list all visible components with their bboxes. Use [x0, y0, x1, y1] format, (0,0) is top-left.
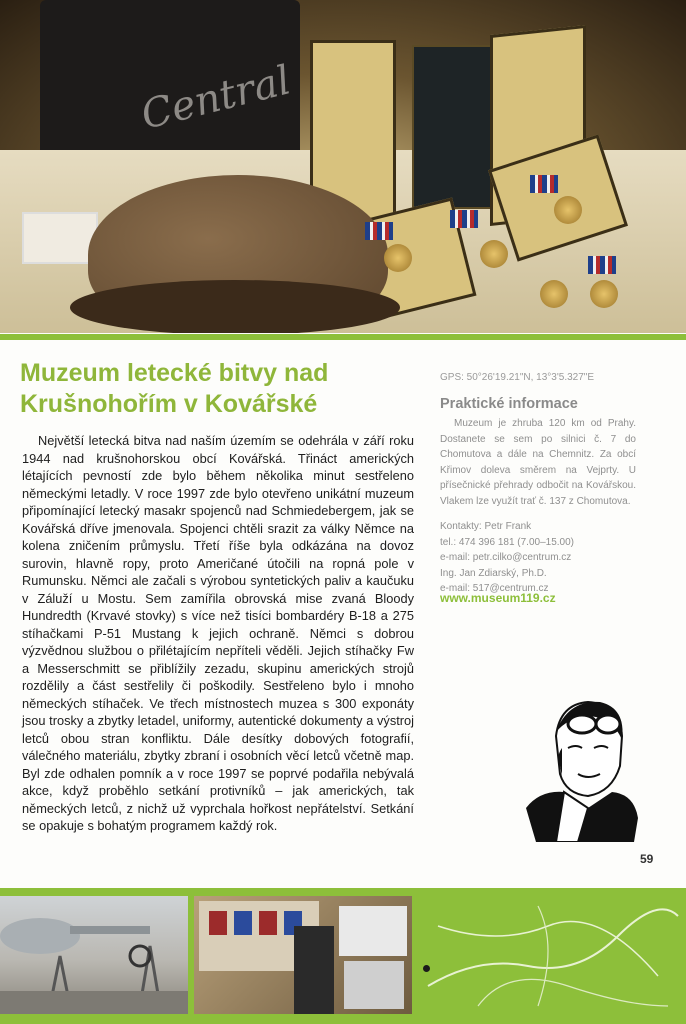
- contact-email[interactable]: e-mail: petr.cilko@centrum.cz: [440, 552, 572, 563]
- website-link[interactable]: www.museum119.cz: [440, 591, 556, 605]
- article-title: Muzeum letecké bitvy nad Krušnohořím v Kovářské: [20, 359, 329, 418]
- region-map: [418, 896, 686, 1014]
- practical-info-body: Muzeum je zhruba 120 km od Prahy. Dostanete se sem po silnici č. 7 do Chomutova a dále na Chemnitz. Za obcí Křimov doleva směrem na Vejprty. U přísečnické přehrady odbočit na Kovářskou. Vlakem lze využít trať č. 137 z Chomutova.: [440, 418, 636, 507]
- medal: [384, 244, 412, 272]
- page-number: 59: [640, 852, 654, 866]
- medal-ribbon: [530, 175, 558, 193]
- medal-ribbon: [450, 210, 478, 228]
- article-body: Největší letecká bitva nad naším územím se odehrála v září roku 1944 nad krušnohorskou obcí Kovářská. Třináct amerických létajících pevností zde bylo během několika minut sestřeleno německými letadly. V roce 1997 zde bylo otevřeno unikátní muzeum připomínající letecký masakr spojenců nad Schmiedebergem, jak se Kovářská dříve jmenovala. Spojenci chtěli srazit za války Němce na kolena zničením průmyslu. Třetí říše byla odkázána na dovoz surovin, hlavně ropy, proto Američané útočili na ropná pole v Rumunsku. Němci ale začali s výrobou syntetických paliv a kaučuku v Záluží u Mostu. Sem zamířila obrovská mise zvaná Bloody Hundredth (Krvavé stovky) s více než tisíci bombardéry B-18 a 275 stíhačkami P-51 Mustang k jejich ochraně. Němci s dobrou výzvědnou službou o přilétajícím nepříteli věděli. Jejich stíhačky Fw a Messerschmitt se přiblížily zezadu, skupinu amerických strojů rozdělily a část sestřelily či poškodily. Sestřeleno bylo i mnoho německých stíhaček. Ve třech místnostech muzea s 300 exponáty jsou trosky a zbytky letadel, uniformy, autentické dokumenty a výstroj letců obou stran konfliktu. Dále desítky dobových fotografií, válečného materiálu, zbytky zbraní i osobních věcí letců včetně map. Byl zde odhalen pomník a v roce 1997 se poprvé podařila nebývalá akce, když proběhlo setkání protivníků – jak amerických, tak německých letců, z nichž už vyprchala hořkost nepřátelství. Setkání se opakuje s bohatým programem každý rok.: [22, 433, 414, 833]
- officer-cap-brim: [70, 280, 400, 333]
- museum-exhibit-photo: [0, 0, 686, 333]
- photo-scrap: [22, 212, 98, 264]
- medal: [540, 280, 568, 308]
- medal-ribbon: [365, 222, 393, 240]
- practical-info-heading: Praktické informace: [440, 396, 578, 412]
- medal: [554, 196, 582, 224]
- medal-box: [412, 45, 494, 209]
- bag-logo: Central: [136, 57, 296, 139]
- medal: [480, 240, 508, 268]
- medals-and-photos-photo: [194, 896, 412, 1014]
- contact-line: Ing. Jan Zdiarský, Ph.D.: [440, 567, 547, 579]
- medal: [590, 280, 618, 308]
- gps-coordinates: GPS: 50°26'19.21"N, 13°3'5.327"E: [440, 372, 595, 383]
- contact-phone: tel.: 474 396 181 (7.00–15.00): [440, 536, 574, 548]
- contact-line: Kontakty: Petr Frank: [440, 521, 532, 532]
- pilot-illustration-icon: [516, 696, 640, 842]
- map-dot: [423, 965, 430, 972]
- contact-email[interactable]: e-mail: 517@centrum.cz: [440, 583, 549, 594]
- green-divider: [0, 334, 686, 340]
- contact-list: [440, 519, 660, 597]
- aircraft-wreck-photo: [0, 896, 188, 1014]
- medal-ribbon: [588, 256, 616, 274]
